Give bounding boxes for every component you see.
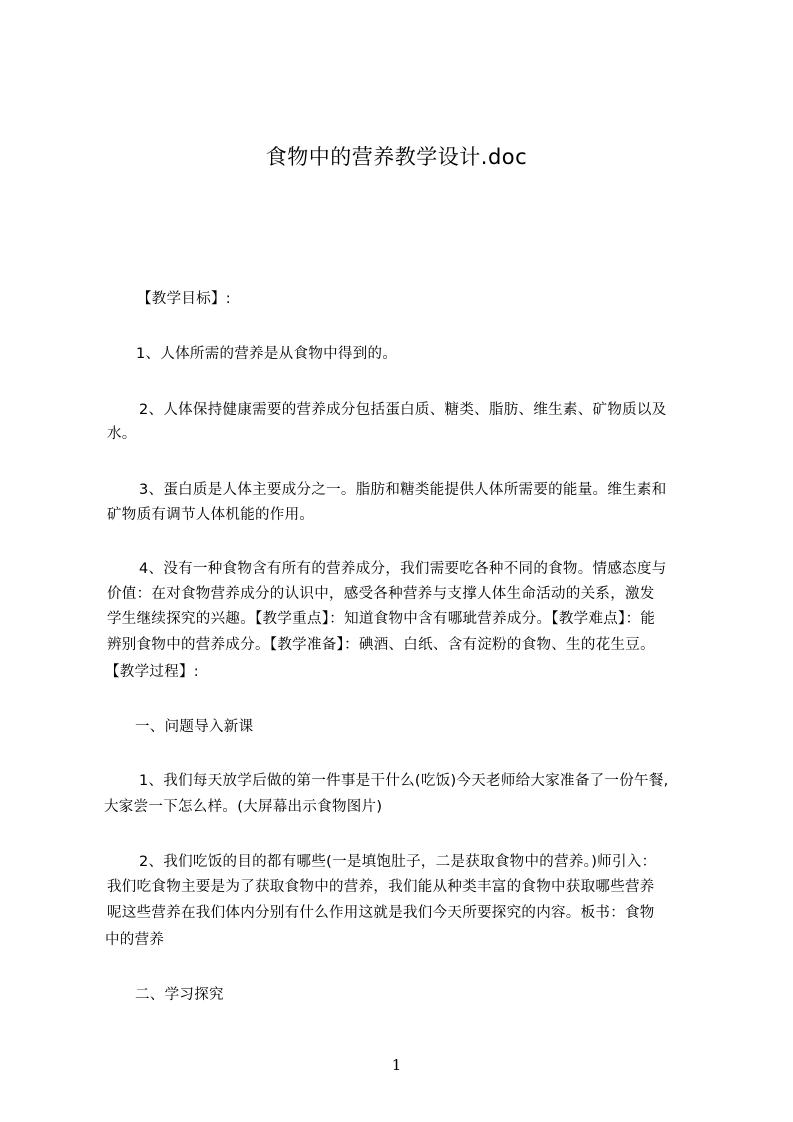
page-number: 1	[391, 1056, 402, 1074]
paragraph-line: 2、我们吃饭的目的都有哪些(一是填饱肚子，二是获取食物中的营养。)师引入：	[139, 854, 657, 870]
paragraph-line: 3、蛋白质是人体主要成分之一。脂肪和糖类能提供人体所需要的能量。维生素和	[139, 482, 667, 498]
section-heading-objectives: 【教学目标】:	[137, 291, 231, 307]
paragraph-line: 水。	[107, 426, 137, 442]
section-heading-study: 二、学习探究	[135, 987, 224, 1003]
paragraph-line: 呢这些营养在我们体内分别有什么作用这就是我们今天所要探究的内容。板书：食物	[107, 905, 655, 921]
section-heading-process: 【教学过程】:	[105, 664, 199, 680]
paragraph-line: 大家尝一下怎么样。(大屏幕出示食物图片)	[104, 799, 383, 815]
paragraph-line: 价值：在对食物营养成分的认识中，感受各种营养与支撑人体生命活动的关系，激发	[107, 586, 655, 602]
paragraph-line: 1、我们每天放学后做的第一件事是干什么(吃饭)今天老师给大家准备了一份午餐,	[139, 773, 669, 789]
paragraph-line: 1、人体所需的营养是从食物中得到的。	[136, 346, 398, 362]
document-title: 食物中的营养教学设计.doc	[265, 145, 528, 169]
paragraph-line: 矿物质有调节人体机能的作用。	[107, 507, 315, 523]
paragraph-line: 辨别食物中的营养成分。【教学准备】：碘酒、白纸、含有淀粉的食物、生的花生豆。	[107, 637, 655, 653]
paragraph-line: 学生继续探究的兴趣。【教学重点】：知道食物中含有哪玼营养成分。【教学难点】：能	[107, 611, 656, 627]
paragraph-line: 我们吃食物主要是为了获取食物中的营养，我们能从种类丰富的食物中获取哪些营养	[107, 879, 655, 895]
paragraph-line: 2、人体保持健康需要的营养成分包括蛋白质、糖类、脂肪、维生素、矿物质以及	[139, 402, 667, 418]
section-heading-intro: 一、问题导入新课	[135, 719, 254, 735]
paragraph-line: 中的营养	[105, 932, 165, 948]
paragraph-line: 4、没有一种食物含有所有的营养成分，我们需要吃各种不同的食物。情感态度与	[139, 561, 667, 577]
